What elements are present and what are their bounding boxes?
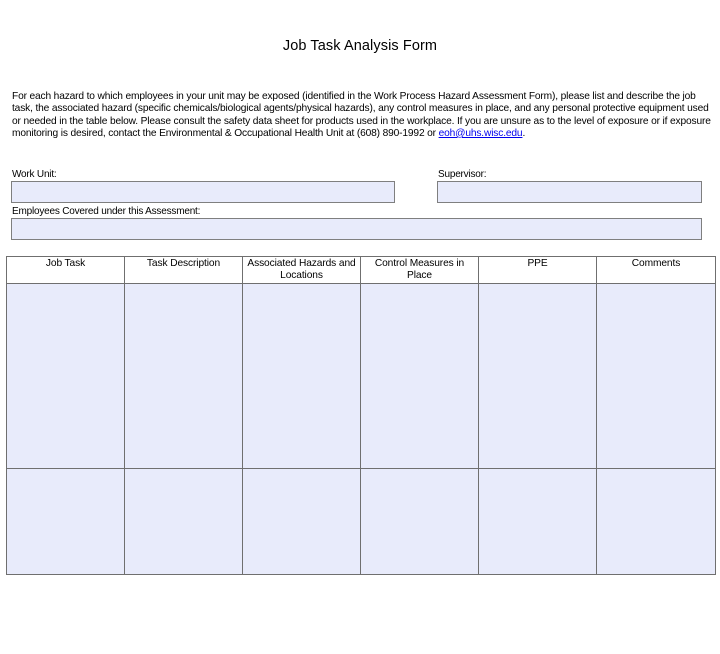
cell-ppe[interactable] [479,284,597,469]
cell-comments[interactable] [597,284,716,469]
supervisor-field[interactable] [437,181,702,203]
employees-covered-label: Employees Covered under this Assessment: [12,206,201,217]
cell-job-task[interactable] [7,469,125,575]
work-unit-label: Work Unit: [12,169,57,180]
header-ppe: PPE [479,257,597,284]
employees-covered-field[interactable] [11,218,702,240]
supervisor-label: Supervisor: [438,169,487,180]
table-header-row [7,257,716,284]
cell-job-task[interactable] [7,284,125,469]
cell-control-measures[interactable] [361,469,479,575]
cell-comments[interactable] [597,469,716,575]
table-row [7,284,716,469]
header-task-description: Task Description [125,257,243,284]
cell-control-measures[interactable] [361,284,479,469]
header-job-task: Job Task [7,257,125,284]
header-associated-hazards: Associated Hazards and Locations [243,257,361,284]
header-control-measures: Control Measures in Place [361,257,479,284]
cell-associated-hazards[interactable] [243,284,361,469]
form-title: Job Task Analysis Form [282,38,438,54]
table-row [7,469,716,575]
header-comments: Comments [597,257,716,284]
work-unit-field[interactable] [11,181,395,203]
cell-task-description[interactable] [125,469,243,575]
hazard-table [6,256,716,575]
instructions-end: . [522,127,526,139]
cell-associated-hazards[interactable] [243,469,361,575]
instructions-text: For each hazard to which employees in your unit may be exposed (identified in the Work Process Hazard Assessment Form), please list and describe the job task, the associated hazard (specific chemicals/biological agents/physical hazards), any control measures in place, and any personal protective equipment used or needed in the table below. Please consult the safety data sheet for products used in the workplace. If you are unsure as to the level of exposure or if exposure monitoring is desired, contact the Environmental & Occupational Health Unit at (608) 890-1992 or [12,91,711,139]
cell-task-description[interactable] [125,284,243,469]
email-link[interactable]: eoh@uhs.wisc.edu [438,127,523,139]
cell-ppe[interactable] [479,469,597,575]
form-instructions [12,91,712,140]
